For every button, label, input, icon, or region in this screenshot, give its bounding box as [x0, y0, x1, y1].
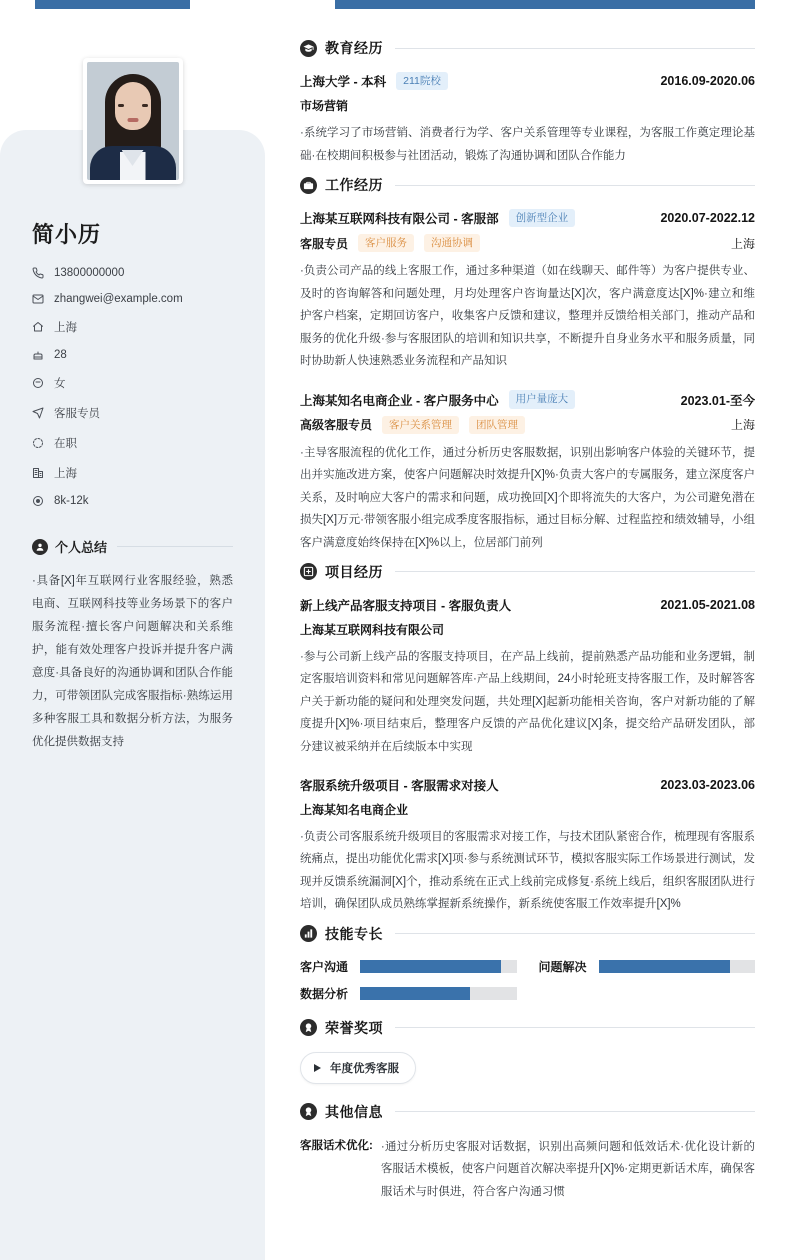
section-other-info	[300, 1102, 755, 1203]
skill-progress-track	[360, 960, 517, 973]
project-name: 客服系统升级项目 - 客服需求对接人	[300, 779, 499, 794]
work-entry	[300, 390, 755, 553]
education-description: ·系统学习了市场营销、消费者行为学、客户关系管理等专业课程，为客服工作奠定理论基础·在校期间积极参与社团活动，锻炼了沟通协调和团队合作能力	[300, 127, 755, 162]
project-name: 新上线产品客服支持项目 - 客服负责人	[300, 598, 512, 613]
contact-value: 上海	[54, 322, 77, 334]
skill-progress-fill	[599, 960, 730, 973]
salary-icon	[32, 495, 50, 507]
section-project	[300, 562, 755, 916]
main-content	[265, 12, 794, 1251]
project-icon	[300, 563, 317, 580]
summary-header	[32, 537, 233, 556]
contact-value: 女	[54, 378, 66, 390]
sidebar	[0, 12, 265, 1190]
contact-item-salary	[32, 495, 233, 507]
section-title: 荣誉奖项	[325, 1019, 383, 1036]
honor-list	[300, 1052, 755, 1084]
job-location: 上海	[730, 236, 755, 251]
skill-badge: 团队管理	[469, 416, 525, 434]
page-break-bleed	[0, 0, 794, 12]
skill-badge: 沟通协调	[424, 234, 480, 252]
other-info-label: 客服话术优化:	[300, 1139, 373, 1152]
date-range: 2023.03-2023.06	[660, 778, 755, 793]
skill-progress-track	[360, 987, 517, 1000]
contact-item-phone	[32, 267, 233, 279]
honor-chip[interactable]	[300, 1052, 416, 1084]
skill-progress-fill	[360, 987, 470, 1000]
contact-item-workplace	[32, 465, 233, 481]
mail-icon	[32, 293, 50, 305]
contact-list	[32, 267, 233, 507]
portrait-photo	[87, 62, 179, 180]
date-range: 2016.09-2020.06	[660, 74, 755, 89]
summary-section	[32, 537, 233, 754]
section-title: 其他信息	[325, 1103, 383, 1120]
date-range: 2021.05-2021.08	[660, 597, 755, 612]
company-badge: 用户量庞大	[509, 390, 576, 408]
phone-icon	[32, 267, 50, 279]
chart-icon	[300, 925, 317, 942]
contact-value: 在职	[54, 438, 77, 450]
summary-text: ·具备[X]年互联网行业客服经验，熟悉电商、互联网科技等业务场景下的客户服务流程·擅长客户问题解决和关系维护，能有效处理客户投诉并提升客户满意度·具备良好的沟通协调和团队合作能力，可带领团队完成客服指标·熟练运用多种客服工具和数据分析方法，为服务优化提供数据支持	[32, 575, 233, 748]
play-triangle-icon	[314, 1064, 321, 1072]
divider	[117, 546, 233, 547]
project-description: ·参与公司新上线产品的客服支持项目，在产品上线前，提前熟悉产品功能和业务逻辑，制定客服培训资料和常见问题解答库·产品上线期间，24小时轮班支持客服工作，及时解答客户关于新功能的疑问和处理突发问题，共处理[X]起新功能相关咨询，客户对新功能的了解度提升[X]%·项目结束后，整理客户反馈的产品优化建议[X]条，提交给产品研发团队，部分建议被采纳并在后续版本中实现	[300, 650, 755, 753]
skill-progress-track	[599, 960, 756, 973]
status-icon	[32, 437, 50, 449]
honor-label: 年度优秀客服	[330, 1062, 399, 1075]
contact-value: 客服专员	[54, 408, 100, 420]
section-title: 工作经历	[325, 177, 383, 194]
company-badge: 创新型企业	[509, 209, 576, 227]
section-header	[300, 38, 755, 58]
send-icon	[32, 407, 50, 419]
contact-value: 上海	[54, 468, 77, 480]
summary-title: 个人总结	[55, 540, 108, 555]
contact-value: 13800000000	[54, 267, 125, 279]
skill-label: 客户沟通	[300, 959, 349, 974]
skill-badge: 客户关系管理	[382, 416, 459, 434]
divider	[395, 48, 755, 49]
divider	[395, 571, 755, 572]
project-company: 上海某知名电商企业	[300, 803, 409, 818]
section-title: 教育经历	[325, 40, 383, 56]
skill-label: 数据分析	[300, 986, 349, 1001]
project-entry	[300, 776, 755, 916]
contact-value: 8k-12k	[54, 495, 89, 507]
section-work	[300, 175, 755, 554]
work-description: ·负责公司产品的线上客服工作，通过多种渠道（如在线聊天、邮件等）为客户提供专业、及时的咨询解答和问题处理，月均处理客户咨询量达[X]次，客户满意度达[X]%·建立和维护客户档案，定期回访客户，收集客户反馈和建议，整理并反馈给相关部门，推动产品和服务的优化升级·参与客服团队的培训和知识共享，不断提升自身业务水平和服务质量，同时协助新人快速熟悉业务流程和产品知识	[300, 265, 755, 368]
skill-badge: 客户服务	[358, 234, 414, 252]
skill-item	[300, 958, 517, 975]
info-icon	[300, 1103, 317, 1120]
company-name: 上海某互联网科技有限公司 - 客服部	[300, 212, 499, 227]
candidate-name: 简小历	[32, 222, 102, 247]
section-header	[300, 924, 755, 944]
project-description: ·负责公司客服系统升级项目的客服需求对接工作，与技术团队紧密合作，梳理现有客服系统痛点，提出功能优化需求[X]项·参与系统测试环节，模拟客服实际工作场景进行测试，发现并反馈系统漏洞[X]个，推动系统在正式上线前完成修复·系统上线后，组织客服团队进行培训，确保团队成员熟练掌握新系统操作，新系统使客服工作效率提升[X]%	[300, 831, 755, 911]
cake-icon	[32, 349, 50, 361]
other-info-item	[300, 1136, 755, 1203]
date-range: 2023.01-至今	[680, 393, 755, 408]
section-education	[300, 38, 755, 167]
job-title: 高级客服专员	[300, 418, 373, 433]
school-name: 上海大学 - 本科	[300, 75, 387, 90]
section-header	[300, 175, 755, 195]
skill-item	[539, 958, 756, 975]
award-icon	[300, 1019, 317, 1036]
section-title: 项目经历	[325, 563, 383, 580]
skill-label: 问题解决	[538, 959, 587, 974]
divider	[395, 1111, 755, 1112]
date-range: 2020.07-2022.12	[660, 211, 755, 226]
section-skills	[300, 924, 755, 1002]
section-title: 技能专长	[325, 925, 383, 942]
section-header	[300, 1102, 755, 1122]
project-company: 上海某互联网科技有限公司	[300, 622, 445, 637]
section-honors	[300, 1018, 755, 1084]
home-icon	[32, 321, 50, 333]
skill-progress-fill	[360, 960, 501, 973]
education-entry	[300, 72, 755, 167]
divider	[395, 933, 755, 934]
gender-icon	[32, 377, 50, 389]
skill-item	[300, 985, 517, 1002]
contact-item-email	[32, 293, 233, 305]
contact-item-age	[32, 349, 233, 361]
major-name: 市场营销	[300, 99, 349, 114]
contact-item-gender	[32, 375, 233, 391]
job-title: 客服专员	[300, 236, 349, 251]
contact-item-status	[32, 435, 233, 451]
avatar	[83, 58, 183, 184]
section-header	[300, 562, 755, 582]
divider	[395, 185, 755, 186]
company-name: 上海某知名电商企业 - 客户服务中心	[300, 393, 499, 408]
graduation-cap-icon	[300, 40, 317, 57]
bleed-bar-left	[35, 0, 190, 9]
work-description: ·主导客服流程的优化工作，通过分析历史客服数据，识别出影响客户体验的关键环节，提出并实施改进方案，使客户问题解决时效提升[X]%·负责大客户的专属服务，建立深度客户关系，及时响应大客户的需求和问题，成功挽回[X]个即将流失的大客户，为公司避免潜在损失[X]万元·带领客服小组完成季度客服指标，通过目标分解、过程监控和绩效辅导，小组客户满意度始终保持在[X]%以上，位居部门前列	[300, 446, 755, 549]
job-location: 上海	[730, 418, 755, 433]
bleed-bar-right	[335, 0, 755, 9]
user-icon	[32, 539, 48, 555]
divider	[395, 1027, 755, 1028]
building-icon	[32, 467, 50, 479]
contact-value: zhangwei@example.com	[54, 293, 183, 305]
contact-item-hometown	[32, 319, 233, 335]
contact-value: 28	[54, 349, 67, 361]
other-info-text: ·通过分析历史客服对话数据，识别出高频问题和低效话术·优化设计新的客服话术模板，使客户问题首次解决率提升[X]%·定期更新话术库，确保客服话术与时俱进，符合客户沟通习惯	[380, 1140, 755, 1198]
contact-item-position	[32, 405, 233, 421]
work-entry	[300, 209, 755, 372]
status-badge: 211院校	[396, 72, 448, 90]
project-entry	[300, 596, 755, 758]
briefcase-icon	[300, 177, 317, 194]
section-header	[300, 1018, 755, 1038]
skills-grid	[300, 958, 755, 1002]
